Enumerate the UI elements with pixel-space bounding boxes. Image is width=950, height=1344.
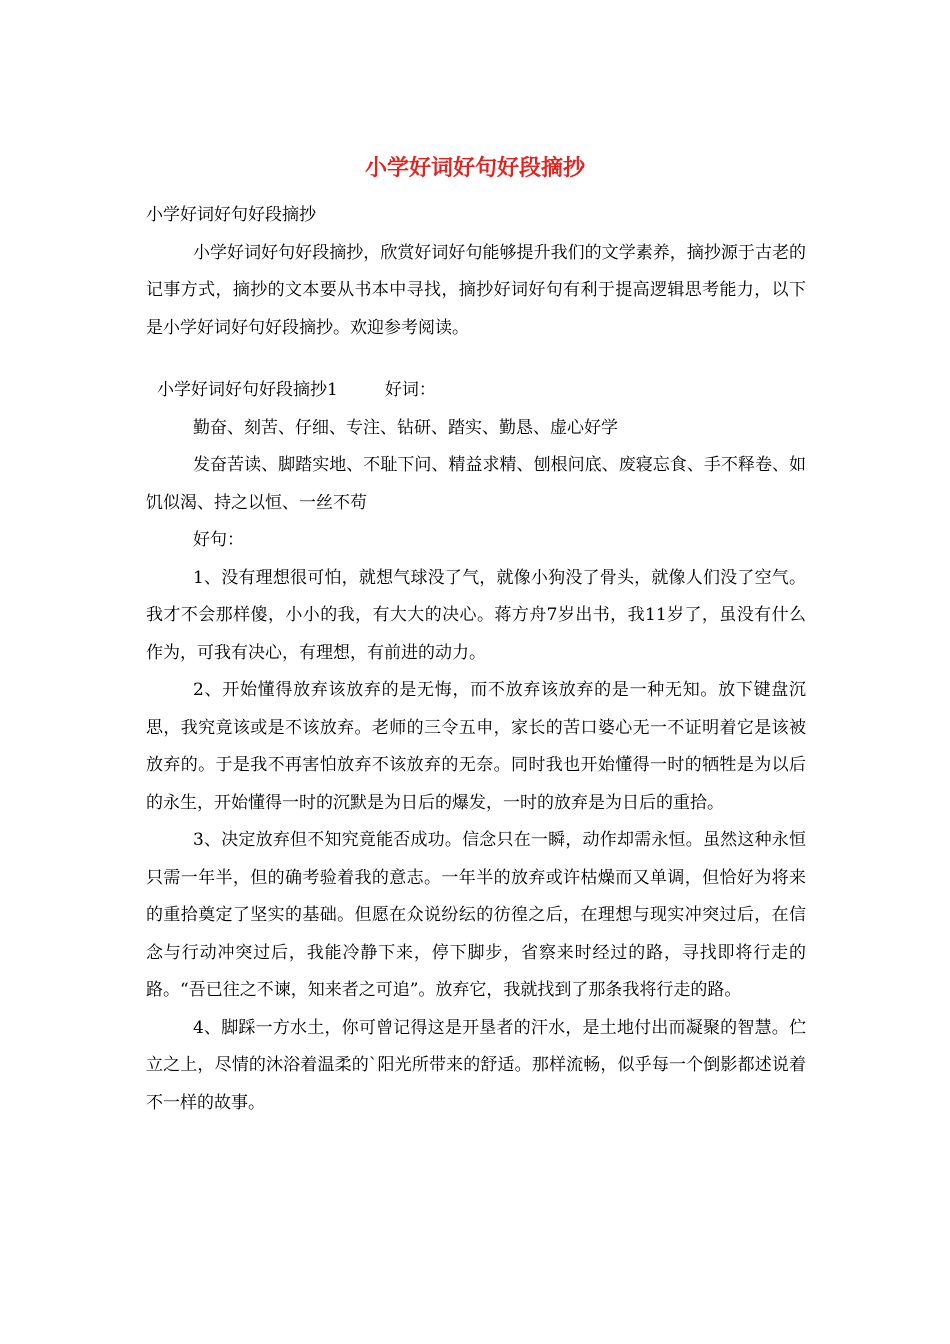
sentence-paragraph-3: 3、决定放弃但不知究竟能否成功。信念只在一瞬，动作却需永恒。虽然这种永恒只需一年半，但的确考验着我的意志。一年半的放弃或许枯燥而又单调，但恰好为将来的重拾奠定了坚实的基础。但愿在众说纷纭的彷徨之后，在理想与现实冲突过后，在信念与行动冲突过后，我能冷静下来，停下脚步，省察来时经过的路，寻找即将行走的路。“吾已往之不谏，知来者之可追”。放弃它，我就找到了那条我将行走的路。 xyxy=(146,830,806,1000)
sentence-paragraph-4: 4、脚踩一方水土，你可曾记得这是开垦者的汗水，是土地付出而凝聚的智慧。伫立之上，尽情的沐浴着温柔的`阳光所带来的舒适。那样流畅，似乎每一个倒影都述说着不一样的故事。 xyxy=(146,1017,806,1113)
document-subtitle: 小学好词好句好段摘抄 xyxy=(146,205,316,225)
section-heading-line xyxy=(146,372,806,410)
words-line-1: 勤奋、刻苦、仔细、专注、钻研、踏实、勤恳、虚心好学 xyxy=(193,417,618,438)
words-line-2: 发奋苦读、脚踏实地、不耻下问、精益求精、刨根问底、废寝忘食、手不释卷、如饥似渴、持之以恒、一丝不苟 xyxy=(146,455,806,513)
sentences-label: 好句： xyxy=(193,530,244,550)
section-heading: 小学好词好句好段摘抄1 xyxy=(157,380,338,400)
sentence-paragraph-2: 2、开始懂得放弃该放弃的是无悔，而不放弃该放弃的是一种无知。放下键盘沉思，我究竟该或是不该放弃。老师的三令五申，家长的苦口婆心无一不证明着它是该被放弃的。于是我不再害怕放弃不该放弃的无奈。同时我也开始懂得一时的牺牲是为以后的永生，开始懂得一时的沉默是为日后的爆发，一时的放弃是为日后的重拾。 xyxy=(146,680,806,813)
words-label: 好词： xyxy=(384,380,436,400)
sentence-paragraph-1: 1、没有理想很可怕，就想气球没了气，就像小狗没了骨头，就像人们没了空气。我才不会那样傻，小小的我，有大大的决心。蒋方舟7岁出书，我11岁了，虽没有什么作为，可我有决心，有理想，有前进的动力。 xyxy=(146,567,806,663)
document-body xyxy=(146,197,806,1122)
document-title: 小学好词好句好段摘抄 xyxy=(364,155,585,181)
intro-paragraph: 小学好词好句好段摘抄，欣赏好词好句能够提升我们的文学素养，摘抄源于古老的记事方式，摘抄的文本要从书本中寻找，摘抄好词好句有利于提高逻辑思考能力，以下是小学好词好句好段摘抄。欢迎参考阅读。 xyxy=(146,242,806,338)
section-gap xyxy=(146,347,806,372)
